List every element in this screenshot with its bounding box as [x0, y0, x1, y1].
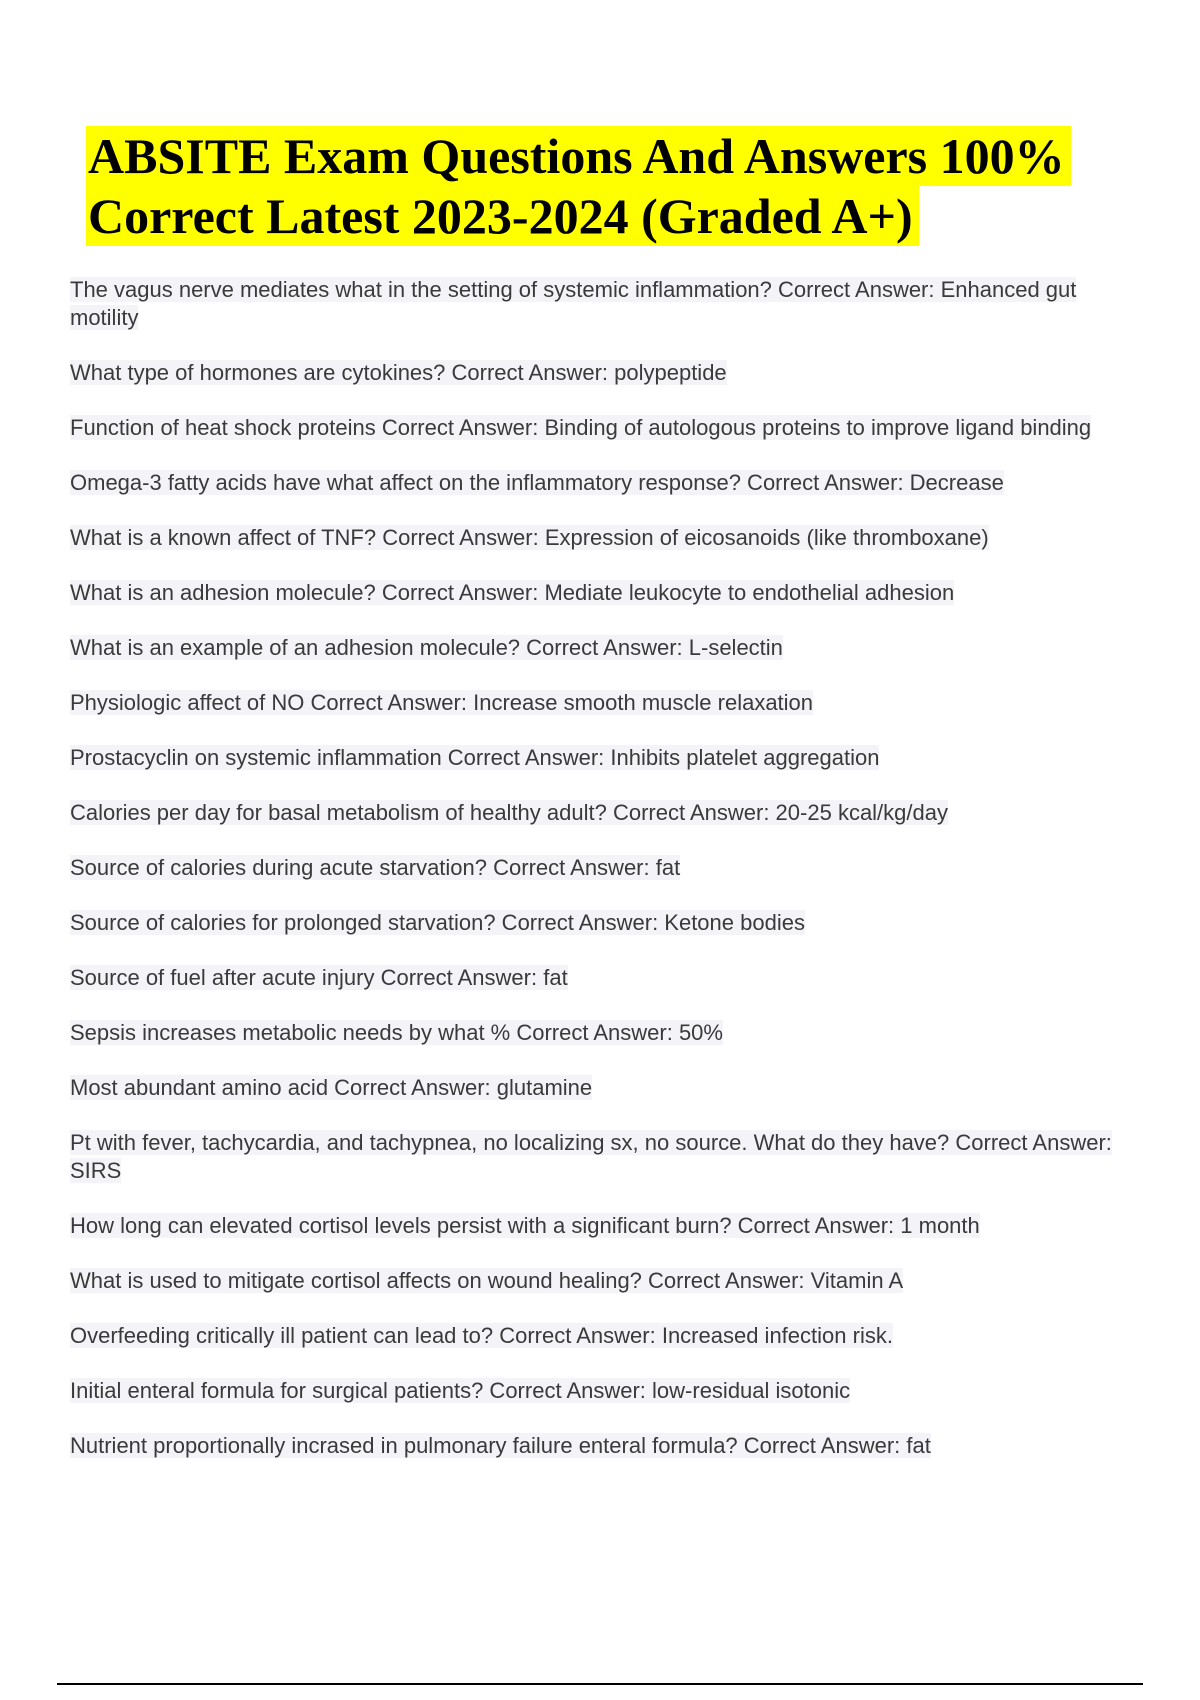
qa-item [70, 634, 1140, 662]
qa-item-text: What is an adhesion molecule? Correct Answer: Mediate leukocyte to endothelial adhesion [70, 580, 955, 605]
qa-item [70, 276, 1140, 332]
qa-item [70, 1432, 1140, 1460]
title-line-2: Correct Latest 2023-2024 (Graded A+) [86, 186, 919, 246]
qa-item-text: How long can elevated cortisol levels persist with a significant burn? Correct Answer: 1 month [70, 1213, 980, 1238]
qa-item-text: What type of hormones are cytokines? Correct Answer: polypeptide [70, 360, 727, 385]
qa-item [70, 1019, 1140, 1047]
qa-item-text: Nutrient proportionally incrased in pulmonary failure enteral formula? Correct Answer: fat [70, 1433, 931, 1458]
qa-item [70, 1377, 1140, 1405]
qa-item [70, 799, 1140, 827]
qa-item-text: Source of calories during acute starvation? Correct Answer: fat [70, 855, 681, 880]
qa-item [70, 524, 1140, 552]
qa-item-text: The vagus nerve mediates what in the setting of systemic inflammation? Correct Answer: Enhanced gut motility [70, 277, 1077, 330]
qa-item [70, 1322, 1140, 1350]
qa-item-text: Prostacyclin on systemic inflammation Correct Answer: Inhibits platelet aggregation [70, 745, 880, 770]
qa-item [70, 689, 1140, 717]
qa-item [70, 414, 1140, 442]
qa-item [70, 1267, 1140, 1295]
qa-item [70, 854, 1140, 882]
qa-item [70, 964, 1140, 992]
qa-item [70, 469, 1140, 497]
qa-item-text: Source of calories for prolonged starvation? Correct Answer: Ketone bodies [70, 910, 805, 935]
qa-item [70, 1074, 1140, 1102]
qa-item-text: Initial enteral formula for surgical patients? Correct Answer: low-residual isotonic [70, 1378, 851, 1403]
qa-item [70, 359, 1140, 387]
qa-item-text: Source of fuel after acute injury Correct Answer: fat [70, 965, 568, 990]
qa-item [70, 744, 1140, 772]
qa-item [70, 579, 1140, 607]
qa-item-text: Omega-3 fatty acids have what affect on the inflammatory response? Correct Answer: Decrease [70, 470, 1004, 495]
qa-item-text: What is an example of an adhesion molecule? Correct Answer: L-selectin [70, 635, 783, 660]
qa-item-text: Calories per day for basal metabolism of healthy adult? Correct Answer: 20-25 kcal/kg/day [70, 800, 948, 825]
qa-item [70, 909, 1140, 937]
qa-item-text: Overfeeding critically ill patient can lead to? Correct Answer: Increased infection risk. [70, 1323, 893, 1348]
qa-item-text: What is used to mitigate cortisol affects on wound healing? Correct Answer: Vitamin A [70, 1268, 904, 1293]
qa-item-text: Sepsis increases metabolic needs by what % Correct Answer: 50% [70, 1020, 723, 1045]
qa-item-text: What is a known affect of TNF? Correct Answer: Expression of eicosanoids (like thromboxane) [70, 525, 989, 550]
qa-item-text: Physiologic affect of NO Correct Answer: Increase smooth muscle relaxation [70, 690, 814, 715]
document-title [86, 126, 1146, 246]
title-line-1: ABSITE Exam Questions And Answers 100% [86, 126, 1071, 186]
qa-item-text: Pt with fever, tachycardia, and tachypnea, no localizing sx, no source. What do they have? Correct Answer: SIRS [70, 1130, 1112, 1183]
qa-item [70, 1212, 1140, 1240]
qa-item [70, 1129, 1140, 1185]
qa-list [70, 276, 1140, 1487]
qa-item-text: Most abundant amino acid Correct Answer: glutamine [70, 1075, 593, 1100]
qa-item-text: Function of heat shock proteins Correct Answer: Binding of autologous proteins to improve ligand binding [70, 415, 1092, 440]
footer-divider [57, 1683, 1143, 1685]
